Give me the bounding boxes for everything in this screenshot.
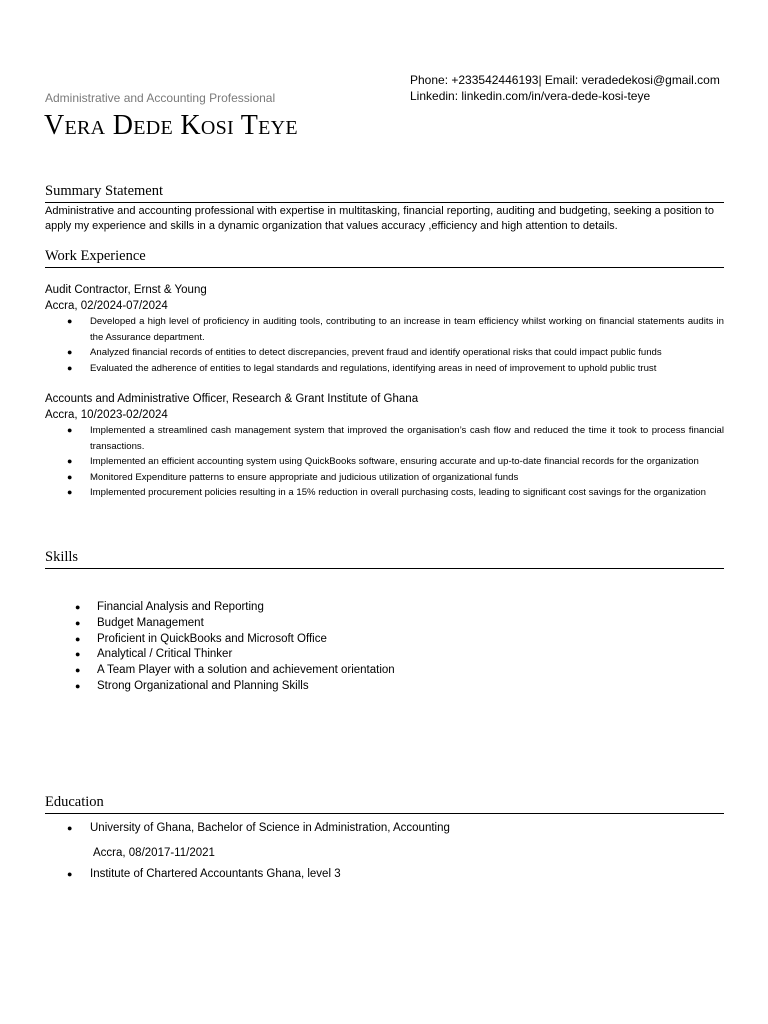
list-item: ● Implemented a streamlined cash management system that improved the organisation’s cash flow and reduced the time it took to process financial transactions. — [67, 425, 724, 452]
education-location-dates: Accra, 08/2017-11/2021 — [93, 847, 215, 859]
job-entry — [45, 283, 724, 376]
bullet-icon: ● — [67, 487, 73, 497]
skills-section — [45, 549, 724, 695]
list-item: ● Implemented an efficient accounting system using QuickBooks software, ensuring accurate and up-to-date financial records for the organization — [45, 454, 724, 470]
bullet-icon: ● — [67, 869, 73, 879]
summary-heading: Summary Statement — [45, 183, 724, 203]
work-section — [45, 248, 724, 501]
bullet-icon: ● — [67, 316, 73, 326]
bullet-icon: ● — [67, 425, 73, 435]
list-item: ● Developed a high level of proficiency in auditing tools, contributing to an increase in team efficiency whilst working on financial statements audits in the Assurance department. — [67, 316, 724, 343]
education-entry: University of Ghana, Bachelor of Science in Administration, Accounting — [90, 822, 450, 834]
bullet-icon: ● — [67, 456, 73, 466]
bullet-icon: ● — [67, 471, 73, 482]
job-bullets — [45, 314, 724, 376]
summary-section — [45, 183, 724, 234]
contact-block — [410, 72, 720, 104]
list-item: ● Strong Organizational and Planning Skills — [45, 679, 724, 695]
list-item — [45, 867, 724, 882]
list-item: ● Monitored Expenditure patterns to ensure appropriate and judicious utilization of organizational funds — [45, 470, 724, 486]
list-item: ● A Team Player with a solution and achievement orientation — [45, 663, 724, 679]
list-item: ● Financial Analysis and Reporting — [45, 600, 724, 616]
bullet-icon: ● — [75, 665, 81, 676]
bullet-icon: ● — [67, 347, 73, 357]
job-bullets — [45, 423, 724, 501]
skills-heading: Skills — [45, 549, 724, 569]
list-item: ● Analyzed financial records of entities to detect discrepancies, prevent fraud and identify operational risks that could impact public funds — [45, 345, 724, 361]
job-entry — [45, 392, 724, 501]
education-heading: Education — [45, 794, 724, 814]
bullet-icon: ● — [75, 633, 81, 644]
education-section — [45, 794, 724, 882]
list-item: ● Budget Management — [45, 616, 724, 632]
skills-list — [45, 600, 724, 695]
summary-text: Administrative and accounting professional with expertise in multitasking, financial reporting, auditing and budgeting, seeking a position to apply my experience and skills in a dynamic organization that values accuracy ,efficiency and high attention to details. — [45, 205, 714, 232]
list-item: ● Proficient in QuickBooks and Microsoft Office — [45, 632, 724, 648]
job-location-dates: Accra, 10/2023-02/2024 — [45, 408, 168, 421]
contact-linkedin: Linkedin: linkedin.com/in/vera-dede-kosi-teye — [410, 89, 651, 103]
job-location-dates: Accra, 02/2024-07/2024 — [45, 299, 168, 312]
bullet-icon: ● — [75, 602, 81, 612]
list-item: ● Implemented procurement policies resulting in a 15% reduction in overall purchasing costs, leading to significant cost savings for the organization — [45, 485, 724, 501]
list-item: ● Analytical / Critical Thinker — [45, 647, 724, 663]
bullet-icon: ● — [67, 823, 73, 833]
candidate-name: Vera Dede Kosi Teye — [44, 110, 298, 141]
list-item: ● Evaluated the adherence of entities to legal standards and regulations, identifying areas in need of improvement to uphold public trust — [45, 361, 724, 377]
list-item — [45, 821, 724, 836]
bullet-icon: ● — [67, 362, 73, 373]
work-heading: Work Experience — [45, 248, 724, 268]
contact-phone-email: Phone: +233542446193| Email: veradedekosi@gmail.com — [410, 73, 720, 87]
bullet-icon: ● — [75, 680, 81, 691]
job-title: Accounts and Administrative Officer, Research & Grant Institute of Ghana — [45, 393, 419, 405]
job-title: Audit Contractor, Ernst & Young — [45, 284, 207, 296]
bullet-icon: ● — [75, 649, 81, 660]
professional-subtitle: Administrative and Accounting Professional — [45, 91, 276, 105]
education-entry: Institute of Chartered Accountants Ghana, level 3 — [90, 868, 341, 880]
bullet-icon: ● — [75, 617, 81, 628]
